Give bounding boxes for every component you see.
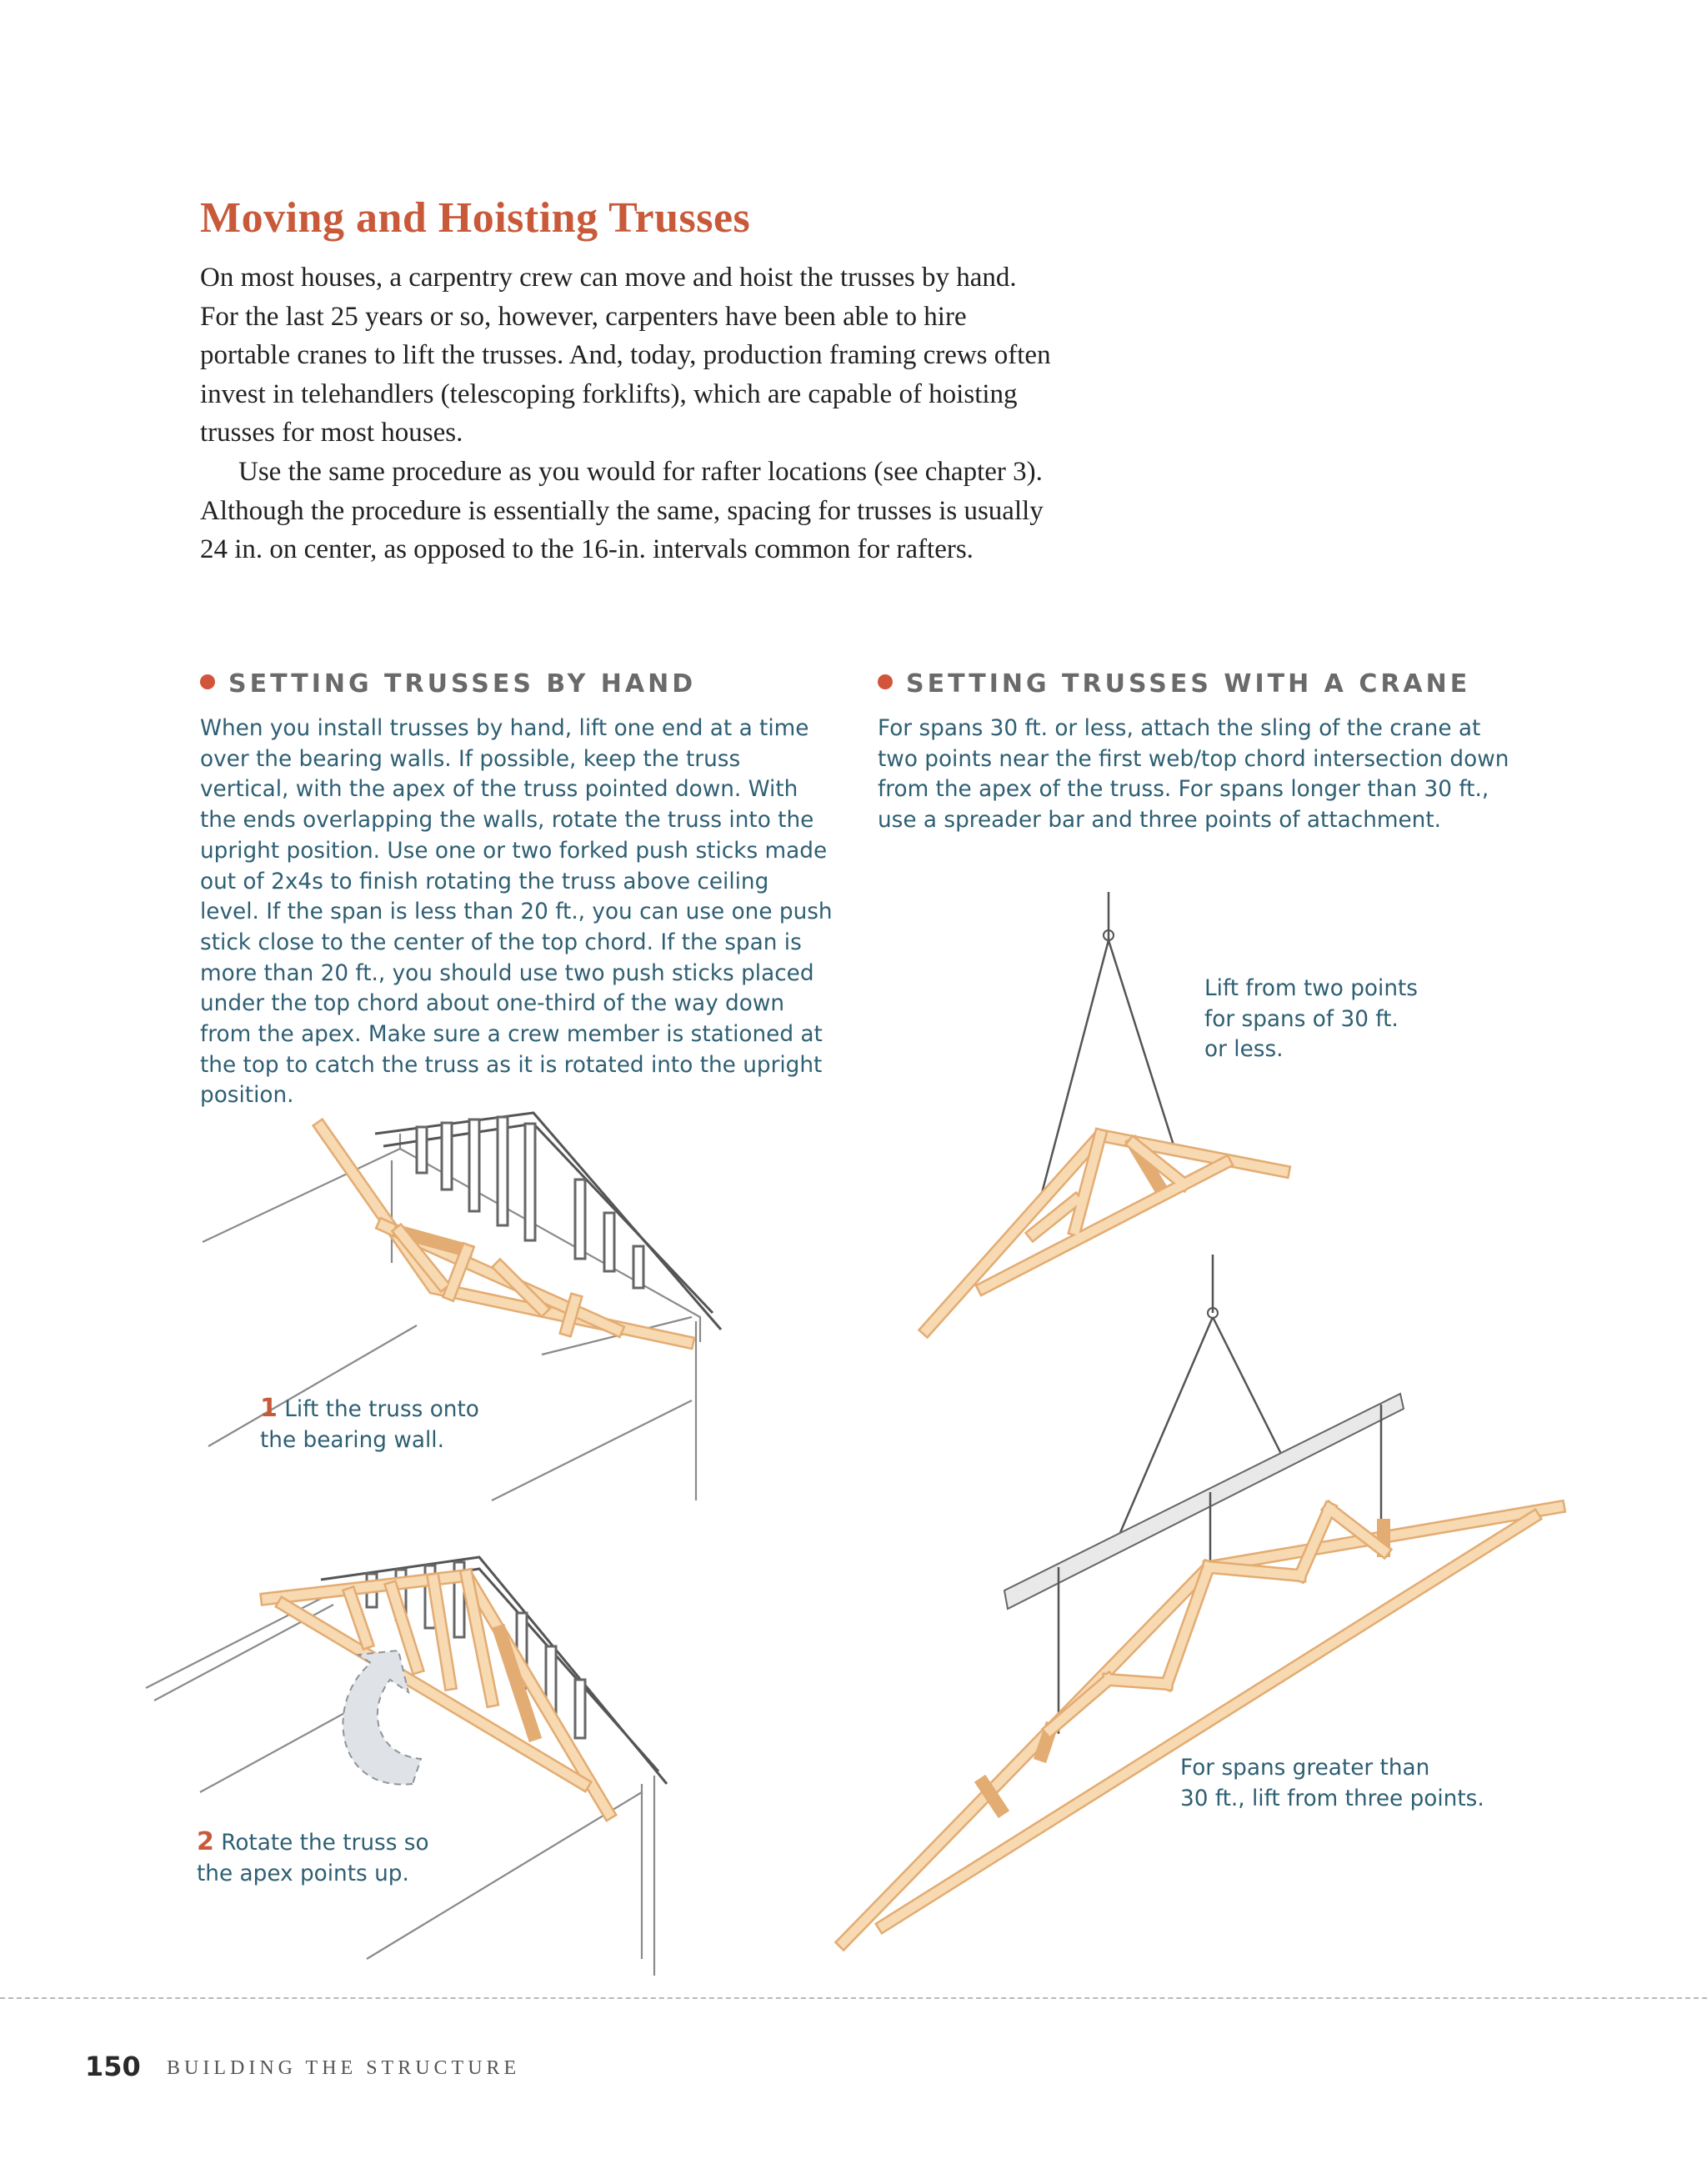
two-point-line2: for spans of 30 ft. <box>1204 1006 1399 1032</box>
two-point-caption <box>1204 974 1471 1065</box>
crane-three-point-illustration <box>843 1255 1559 1942</box>
step1-line2: the bearing wall. <box>260 1427 444 1453</box>
intro-paragraph-2: Use the same procedure as you would for rafter locations (see chapter 3). Although the procedure is essentially the same, spacing for trusses is usually 24 in. on center, as opposed to the 16-in. intervals common for rafters. <box>200 456 1044 565</box>
step1-number: 1 <box>260 1394 278 1423</box>
three-point-caption <box>1180 1753 1530 1814</box>
page-title: Moving and Hoisting Trusses <box>200 194 751 242</box>
by-hand-paragraph: When you install trusses by hand, lift one end at a time over the bearing walls. If possible, keep the truss vertical, with the apex of the truss pointed down. With the ends overlapping the walls, rotate the truss into the upright position. Use one or two forked push sticks made out of 2x4s to finish rotating the truss above ceiling level. If the span is less than 20 ft., you can use one push stick close to the center of the top chord. If the span is more than 20 ft., you should use two push sticks placed under the top chord about one-third of the way down from the apex. Make sure a crew member is stationed at the top to catch the truss as it is rotated into the upright position. <box>200 716 833 1109</box>
rotation-arrow-icon <box>343 1651 421 1785</box>
crane-heading-label: SETTING TRUSSES WITH A CRANE <box>906 669 1471 699</box>
running-head: BUILDING THE STRUCTURE <box>167 2057 521 2079</box>
crane-heading <box>878 669 1470 699</box>
bullet-dot-icon <box>200 674 215 689</box>
by-hand-heading-label: SETTING TRUSSES BY HAND <box>228 669 697 699</box>
step2-line1: Rotate the truss so <box>221 1831 429 1856</box>
two-point-line1: Lift from two points <box>1204 976 1419 1001</box>
three-point-line2: 30 ft., lift from three points. <box>1180 1786 1484 1811</box>
intro-text <box>200 258 1059 569</box>
step2-number: 2 <box>197 1827 214 1856</box>
step2-caption <box>197 1827 463 1889</box>
footer-divider <box>0 1997 1707 1999</box>
step1-caption <box>260 1394 527 1455</box>
bullet-dot-icon <box>878 674 893 689</box>
page-number: 150 <box>85 2051 141 2082</box>
crane-text <box>878 714 1511 836</box>
by-hand-heading <box>200 669 696 699</box>
two-point-line3: or less. <box>1204 1037 1284 1063</box>
truss-rotate-illustration <box>146 1557 667 1976</box>
crane-paragraph: For spans 30 ft. or less, attach the sling of the crane at two points near the first web/top chord intersection down from the apex of the truss. For spans longer than 30 ft., use a spreader bar and three points of attachment. <box>878 716 1509 834</box>
crane-two-point-illustration <box>927 892 1284 1330</box>
intro-paragraph-1: On most houses, a carpentry crew can move and hoist the trusses by hand. For the last 25 years or so, however, carpenters have been able to hire portable cranes to lift the trusses. And, today, production framing crews often invest in telehandlers (telescoping forklifts), which are capable of hoisting trusses for most houses. <box>200 263 1051 448</box>
step2-line2: the apex points up. <box>197 1861 409 1886</box>
by-hand-text <box>200 714 833 1111</box>
three-point-line1: For spans greater than <box>1180 1756 1430 1781</box>
step1-line1: Lift the truss onto <box>284 1397 479 1422</box>
